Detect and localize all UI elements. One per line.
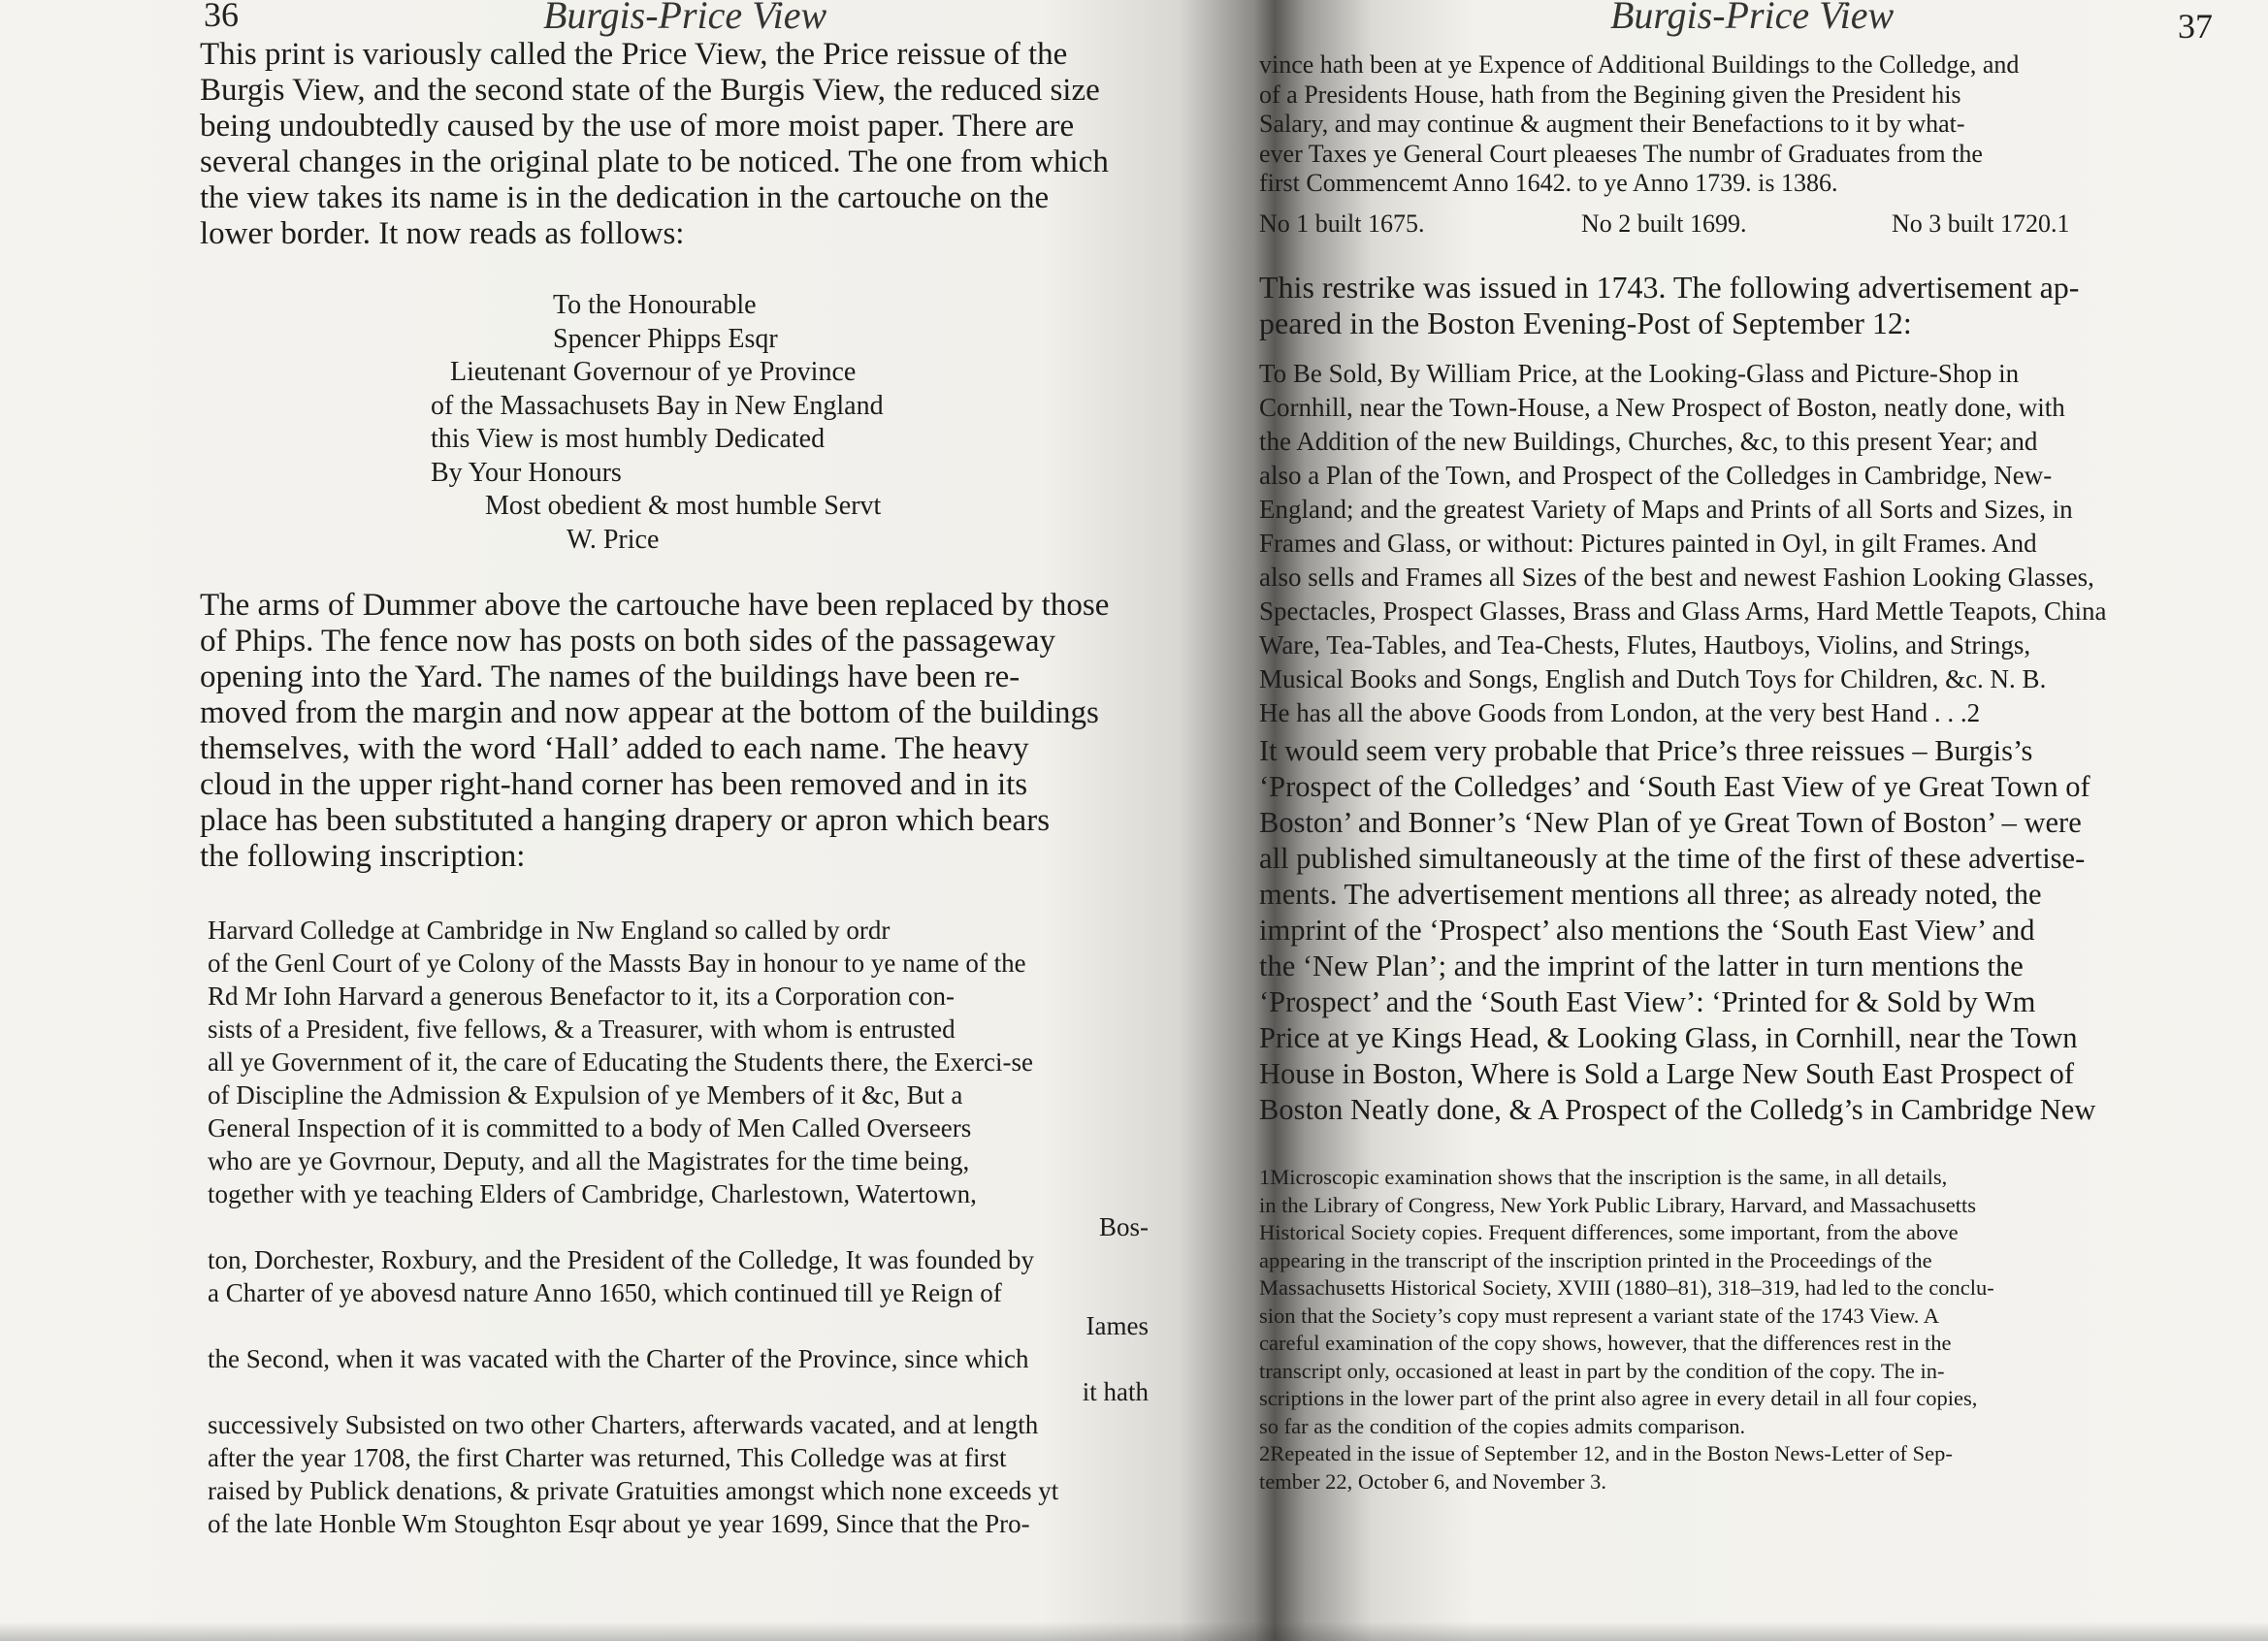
footnote-line: 1Microscopic examination shows that the inscription is the same, in all details,: [1259, 1165, 1948, 1189]
dedication-line: By Your Honours: [431, 457, 622, 488]
text-line: vince hath been at ye Expence of Additional Buildings to the Colledge, and: [1259, 50, 2020, 79]
text-line: This restrike was issued in 1743. The following advertisement ap-: [1259, 270, 2080, 305]
text-line: imprint of the ‘Prospect’ also mentions the ‘South East View’ and: [1259, 914, 2035, 947]
text-line: place has been substituted a hanging drapery or apron which bears: [200, 803, 1051, 838]
text-line: Boston’ and Bonner’s ‘New Plan of ye Great Town of Boston’ – were: [1259, 806, 2082, 839]
dedication-line: of the Massachusets Bay in New England: [431, 390, 884, 421]
text-line: Burgis View, and the second state of the Burgis View, the reduced size: [200, 73, 1100, 108]
text-line: first Commencemt Anno 1642. to ye Anno 1739. is 1386.: [1259, 169, 1838, 197]
footnote-line: so far as the condition of the copies admits comparison.: [1259, 1413, 1746, 1438]
text-line: the following inscription:: [200, 839, 526, 874]
inscription-line: Harvard Colledge at Cambridge in Nw England so called by ordr: [208, 916, 891, 945]
running-head-left: Burgis-Price View: [543, 0, 827, 37]
text-line: This print is variously called the Price View, the Price reissue of the: [200, 37, 1068, 72]
inscription-line: ton, Dorchester, Roxbury, and the President of the Colledge, It was founded by: [208, 1245, 1034, 1274]
intro-paragraph: [200, 37, 1109, 252]
dedication-line: W. Price: [567, 524, 660, 555]
advert-line: Frames and Glass, or without: Pictures painted in Oyl, in gilt Frames. And: [1259, 529, 2037, 558]
text-line: the view takes its name is in the dedication in the cartouche on the: [200, 180, 1050, 215]
inscription-line: after the year 1708, the first Charter was returned, This Colledge was at first: [208, 1443, 1007, 1472]
advert-line: Musical Books and Songs, English and Dutch Toys for Children, &c. N. B.: [1259, 664, 2047, 693]
built-date-3: No 3 built 1720.1: [1892, 209, 2070, 238]
footnote-line: Historical Society copies. Frequent differences, some important, from the above: [1259, 1220, 1959, 1244]
advert-line: He has all the above Goods from London, at the very best Hand . . .2: [1259, 698, 1981, 727]
text-line: all published simultaneously at the time of the first of these advertise-: [1259, 842, 2086, 875]
page-number-left: 36: [204, 0, 239, 34]
advert-line: Spectacles, Prospect Glasses, Brass and Glass Arms, Hard Mettle Teapots, China: [1259, 596, 2107, 626]
dedication-line: Lieutenant Governour of ye Province: [450, 357, 857, 387]
right-page: [1213, 0, 2268, 1641]
inscription-line: it hath: [1082, 1377, 1149, 1406]
footnote-line: careful examination of the copy shows, however, that the differences rest in the: [1259, 1331, 1952, 1355]
page-bottom-edge: [0, 1622, 2268, 1641]
advert-line: To Be Sold, By William Price, at the Looking-Glass and Picture-Shop in: [1259, 359, 2020, 388]
footnote-line: transcript only, occasioned at least in part by the condition of the copy. The in-: [1259, 1358, 1945, 1383]
advertisement-block: [1259, 357, 2106, 730]
advert-line: Cornhill, near the Town-House, a New Prospect of Boston, neatly done, with: [1259, 393, 2065, 422]
text-line: The arms of Dummer above the cartouche have been replaced by those: [200, 588, 1110, 623]
dedication-line: Spencer Phipps Esqr: [553, 323, 778, 354]
reissues-paragraph: [1259, 733, 2095, 1128]
running-head-right: Burgis-Price View: [1610, 0, 1895, 37]
text-line: ever Taxes ye General Court pleaeses The numbr of Graduates from the: [1259, 139, 1983, 168]
text-line: peared in the Boston Evening-Post of September 12:: [1259, 306, 1912, 340]
text-line: House in Boston, Where is Sold a Large New South East Prospect of: [1259, 1057, 2075, 1090]
dedication-line: this View is most humbly Dedicated: [431, 424, 826, 454]
dedication-block: [431, 289, 884, 557]
text-line: cloud in the upper right-hand corner has been removed and in its: [200, 767, 1028, 802]
inscription-line: sists of a President, five fellows, & a Treasurer, with whom is entrusted: [208, 1014, 956, 1044]
inscription-line: of the Genl Court of ye Colony of the Massts Bay in honour to ye name of the: [208, 949, 1026, 978]
footnote-line: in the Library of Congress, New York Public Library, Harvard, and Massachusetts: [1259, 1192, 1977, 1217]
text-line: ments. The advertisement mentions all three; as already noted, the: [1259, 878, 2042, 911]
advert-line: also a Plan of the Town, and Prospect of the Colledges in Cambridge, New-: [1259, 461, 2053, 490]
inscription-line: of the late Honble Wm Stoughton Esqr about ye year 1699, Since that the Pro-: [208, 1509, 1030, 1538]
inscription-line: all ye Government of it, the care of Educating the Students there, the Exerci-se: [208, 1047, 1033, 1077]
page-number-right: 37: [2178, 7, 2213, 46]
text-line: Boston Neatly done, & A Prospect of the Colledg’s in Cambridge New: [1259, 1093, 2096, 1126]
inscription-line: Iames: [1085, 1311, 1149, 1340]
text-line: Salary, and may continue & augment their Benefactions to it by what-: [1259, 110, 1965, 138]
inscription-line: together with ye teaching Elders of Cambridge, Charlestown, Watertown,: [208, 1179, 977, 1208]
text-line: the ‘New Plan’; and the imprint of the latter in turn mentions the: [1259, 949, 2024, 982]
footnote-line: Massachusetts Historical Society, XVIII (1880–81), 318–319, had led to the conclu-: [1259, 1275, 1994, 1300]
footnote-line: appearing in the transcript of the inscription printed in the Proceedings of the: [1259, 1247, 1932, 1272]
text-line: of Phips. The fence now has posts on both sides of the passageway: [200, 624, 1055, 659]
text-line: of a Presidents House, hath from the Begining given the President his: [1259, 80, 1961, 109]
inscription-line: Rd Mr Iohn Harvard a generous Benefactor to it, its a Corporation con-: [208, 981, 956, 1011]
built-date-2: No 2 built 1699.: [1581, 209, 1747, 238]
footnote-line: 2Repeated in the issue of September 12, and in the Boston News-Letter of Sep-: [1259, 1441, 1953, 1465]
inscription-line: successively Subsisted on two other Charters, afterwards vacated, and at length: [208, 1410, 1039, 1439]
footnotes: [1259, 1164, 1994, 1496]
inscription-continued: [1259, 50, 2019, 199]
text-line: several changes in the original plate to be noticed. The one from which: [200, 145, 1109, 179]
inscription-line: who are ye Govrnour, Deputy, and all the Magistrates for the time being,: [208, 1146, 970, 1175]
built-date-1: No 1 built 1675.: [1259, 209, 1425, 238]
inscription-line: a Charter of ye abovesd nature Anno 1650, which continued till ye Reign of: [208, 1278, 1002, 1307]
inscription-line: General Inspection of it is committed to a body of Men Called Overseers: [208, 1113, 972, 1142]
inscription-line: the Second, when it was vacated with the Charter of the Province, since which: [208, 1344, 1029, 1373]
footnote-line: scriptions in the lower part of the print also agree in every detail in all four copies,: [1259, 1386, 1978, 1410]
text-line: ‘Prospect’ and the ‘South East View’: ‘Printed for & Sold by Wm: [1259, 985, 2036, 1018]
text-line: Price at ye Kings Head, & Looking Glass, in Cornhill, near the Town: [1259, 1021, 2078, 1054]
inscription-line: Bos-: [1098, 1212, 1149, 1241]
advert-line: also sells and Frames all Sizes of the best and newest Fashion Looking Glasses,: [1259, 563, 2094, 592]
dedication-line: Most obedient & most humble Servt: [485, 491, 882, 521]
advert-line: England; and the greatest Variety of Maps and Prints of all Sorts and Sizes, in: [1259, 495, 2073, 524]
advert-line: the Addition of the new Buildings, Churches, &c, to this present Year; and: [1259, 427, 2038, 456]
dedication-line: To the Honourable: [553, 290, 757, 320]
inscription-line: raised by Publick denations, & private Gratuities amongst which none exceeds yt: [208, 1476, 1059, 1505]
restrike-paragraph: [1259, 270, 2079, 341]
text-line: themselves, with the word ‘Hall’ added to each name. The heavy: [200, 731, 1029, 766]
arms-paragraph: [200, 588, 1109, 875]
text-line: lower border. It now reads as follows:: [200, 216, 685, 251]
text-line: moved from the margin and now appear at the bottom of the buildings: [200, 695, 1099, 730]
text-line: It would seem very probable that Price’s three reissues – Burgis’s: [1259, 734, 2033, 767]
inscription-line: of Discipline the Admission & Expulsion of ye Members of it &c, But a: [208, 1080, 963, 1110]
footnote-line: tember 22, October 6, and November 3.: [1259, 1468, 1607, 1494]
footnote-line: sion that the Society’s copy must represent a variant state of the 1743 View. A: [1259, 1303, 1939, 1328]
text-line: opening into the Yard. The names of the buildings have been re-: [200, 660, 1021, 694]
text-line: ‘Prospect of the Colledges’ and ‘South East View of ye Great Town of: [1259, 770, 2090, 803]
text-line: being undoubtedly caused by the use of more moist paper. There are: [200, 109, 1075, 144]
inscription-block: [208, 914, 1149, 1540]
advert-line: Ware, Tea-Tables, and Tea-Chests, Flutes, Hautboys, Violins, and Strings,: [1259, 630, 2031, 660]
